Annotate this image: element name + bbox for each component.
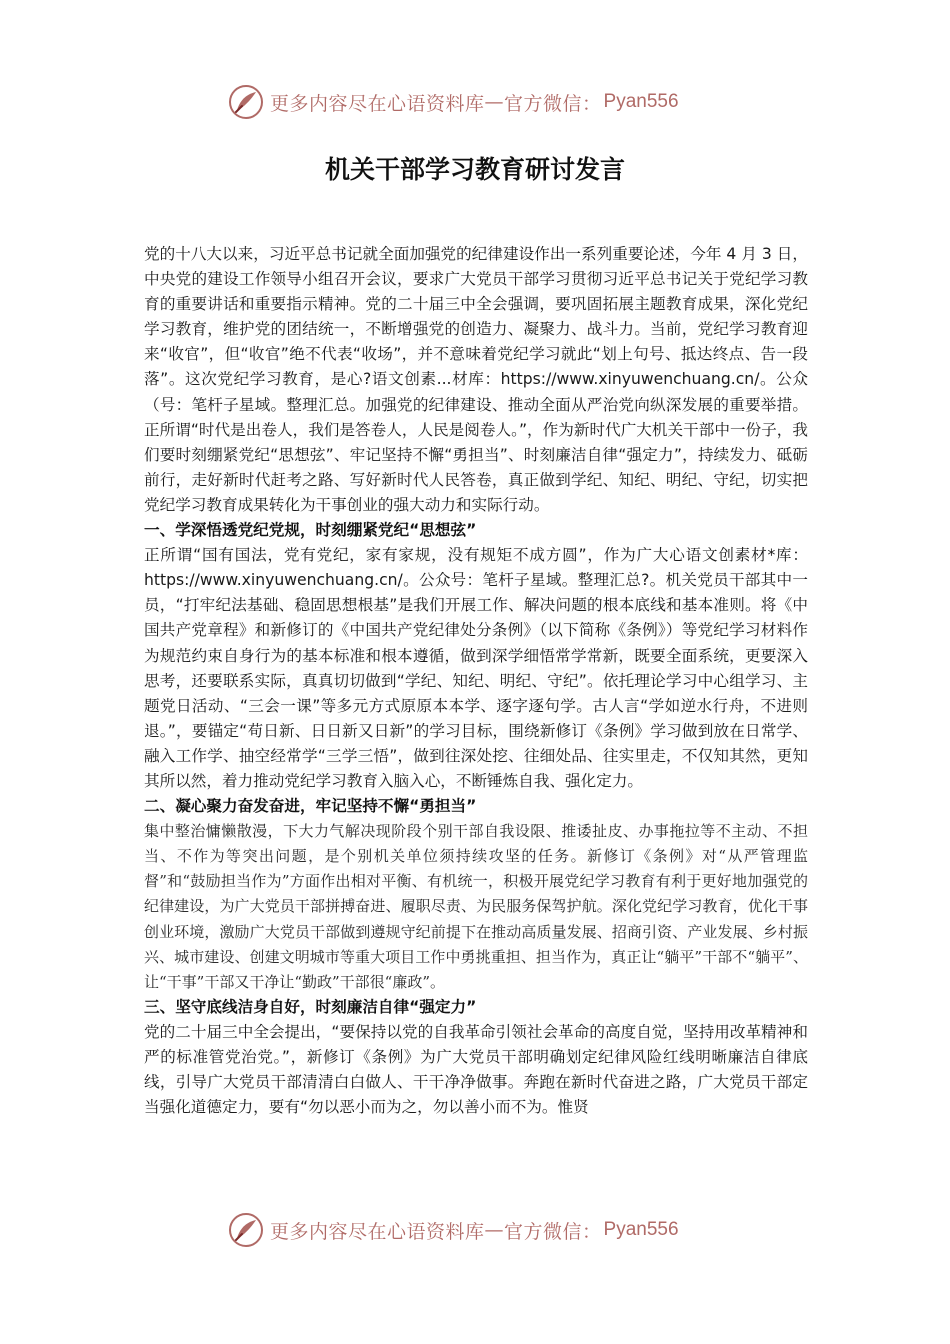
section-paragraph-2: 集中整治慵懒散漫，下大力气解决现阶段个别干部自我设限、推诿扯皮、办事拖拉等不主动、不担当、不作为等突出问题，是个别机关单位须持续攻坚的任务。新修订《条例》对“从严管理监督”和“鼓励担当作为”方面作出相对平衡、有机统一，积极开展党纪学习教育有利于更好地加强党的纪律建设，为广大党员干部拼搏奋进、履职尽责、为民服务保驾护航。深化党纪学习教育，优化干事创业环境，激励广大党员干部做到遵规守纪前提下在推动高质量发展、招商引资、产业发展、乡村振兴、城市建设、创建文明城市等重大项目工作中勇挑重担、担当作为，真正让“躺平”干部不“躺平”、让“干事”干部又干净让“勤政”干部很“廉政”。: [144, 822, 808, 991]
watermark-label: 官方微信：: [504, 1220, 602, 1243]
brand-logo-icon: [228, 84, 264, 120]
section-heading-1: 一、学深悟透党纪党规，时刻绷紧党纪“思想弦”: [144, 521, 477, 540]
section-paragraph-1: 正所谓“国有国法，党有党纪，家有家规，没有规矩不成方圆”，作为广大心语文创素材*库：https://www.xinyuwenchuang.cn/。公众号：笔杆子星域。整理汇总?。机关党员干部其中一员，“打牢纪法基础、稳固思想根基”是我们开展工作、解决问题的根本底线和基本准则。将《中国共产党章程》和新修订的《中国共产党纪律处分条例》（以下简称《条例》）等党纪学习材料作为规范约束自身行为的基本标准和根本遵循，做到深学细悟常学常新，既要全面系统，更要深入思考，还要联系实际，真真切切做到“学纪、知纪、明纪、守纪”。依托理论学习中心组学习、主题党日活动、“三会一课”等多元方式原原本本学、逐字逐句学。古人言“学如逆水行舟，不进则退。”，要锚定“苟日新、日日新又日新”的学习目标，围绕新修订《条例》学习做到放在日常学、融入工作学、抽空经常学“三学三悟”，做到往深处挖、往细处品、往实里走，不仅知其然，更知其所以然，着力推动党纪学习教育入脑入心，不断锤炼自我、强化定力。: [144, 546, 808, 790]
section-paragraph-3: 党的二十届三中全会提出，“要保持以党的自我革命引领社会革命的高度自觉，坚持用改革精神和严的标准管党治党。”，新修订《条例》为广大党员干部明确划定纪律风险红线明晰廉洁自律底线，引导广大党员干部清清白白做人、干干净净做事。奔跑在新时代奋进之路，广大党员干部定当强化道德定力，要有“勿以恶小而为之，勿以善小而不为。惟贤: [144, 1022, 808, 1117]
footer-watermark: [228, 1210, 679, 1250]
watermark-handle: Pyan556: [603, 91, 679, 112]
watermark-text: 更多内容尽在心语资料库: [270, 1220, 485, 1243]
watermark-handle: Pyan556: [603, 1219, 679, 1240]
section-heading-2: 二、凝心聚力奋发奋进，牢记坚持不懈“勇担当”: [144, 797, 477, 816]
document-body: [144, 242, 808, 1120]
watermark-label: 官方微信：: [504, 92, 602, 115]
brand-logo-icon: [228, 1212, 264, 1248]
watermark-separator: —: [484, 1219, 505, 1241]
intro-paragraph: 党的十八大以来，习近平总书记就全面加强党的纪律建设作出一系列重要论述，今年 4 月 3 日，中央党的建设工作领导小组召开会议，要求广大党员干部学习贯彻习近平总书记关于党纪学习教育的重要讲话和重要指示精神。党的二十届三中全会强调，要巩固拓展主题教育成果，深化党纪学习教育，维护党的团结统一，不断增强党的创造力、凝聚力、战斗力。当前，党纪学习教育迎来“收官”，但“收官”绝不代表“收场”，并不意味着党纪学习就此“划上句号、抵达终点、告一段落”。这次党纪学习教育，是心?语文创素...材库：https://www.xinyuwenchuang.cn/。公众（号：笔杆子星域。整理汇总。加强党的纪律建设、推动全面从严治党向纵深发展的重要举措。正所谓“时代是出卷人，我们是答卷人，人民是阅卷人。”，作为新时代广大机关干部中一份子，我们要时刻绷紧党纪“思想弦”、牢记坚持不懈“勇担当”、时刻廉洁自律“强定力”，持续发力、砥砺前行，走好新时代赶考之路、写好新时代人民答卷，真正做到学纪、知纪、明纪、守纪，切实把党纪学习教育成果转化为干事创业的强大动力和实际行动。: [144, 245, 808, 514]
watermark-separator: —: [484, 91, 505, 113]
section-heading-3: 三、坚守底线洁身自好，时刻廉洁自律“强定力”: [144, 997, 477, 1016]
header-watermark: [228, 82, 679, 122]
page-title: 机关干部学习教育研讨发言: [324, 155, 625, 184]
watermark-text: 更多内容尽在心语资料库: [270, 92, 485, 115]
